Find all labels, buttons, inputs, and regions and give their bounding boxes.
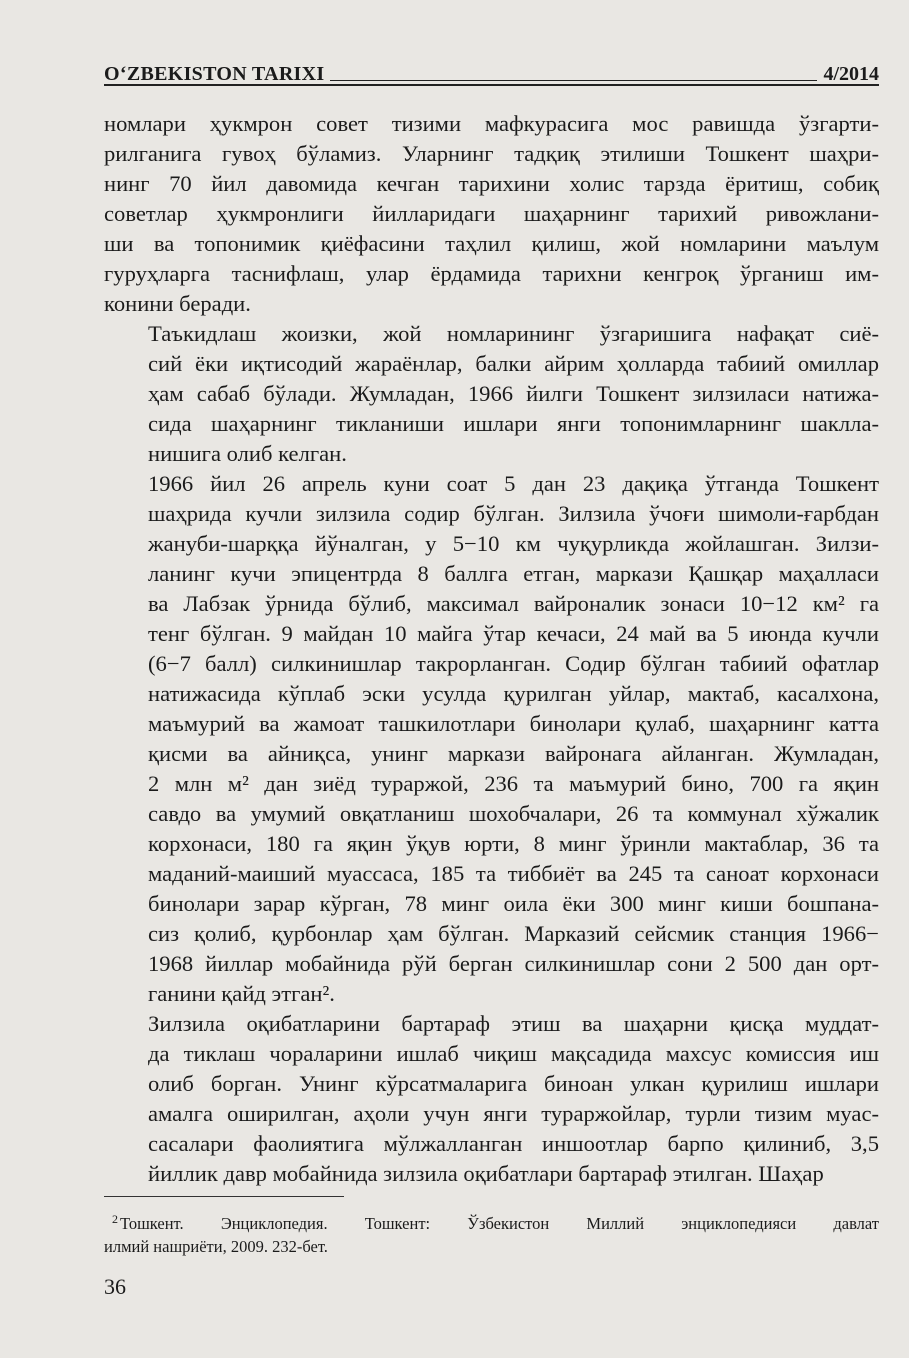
text-line: сиз қолиб, қурбонлар ҳам бўлган. Марказий сейсмик станция 1966−: [148, 921, 879, 946]
text-line: олиб борган. Унинг кўрсатмаларига биноан улкан қурилиш ишлари: [148, 1071, 879, 1096]
text-line: бинолари зарар кўрган, 78 минг оила ёки 300 минг киши бошпана-: [148, 891, 879, 916]
text-line: жануби-шарққа йўналган, у 5−10 км чуқурликда жойлашган. Зилзи-: [148, 531, 879, 556]
running-header: [104, 54, 879, 84]
text-line: ҳам сабаб бўлади. Жумладан, 1966 йилги Тошкент зилзиласи натижа-: [148, 381, 879, 406]
text-line: нишига олиб келган.: [148, 441, 347, 466]
text-line: ши ва топонимик қиёфасини таҳлил қилиш, жой номларини маълум: [104, 231, 879, 256]
footnote-text: илмий нашриёти, 2009. 232-бет.: [104, 1237, 328, 1256]
issue-number: 4/2014: [823, 63, 879, 85]
page-number: 36: [104, 1274, 126, 1299]
paragraph: [104, 319, 879, 469]
article-body: [104, 109, 879, 1189]
text-line: амалга оширилган, аҳоли учун янги тураржойлар, турли тизим муас-: [148, 1101, 879, 1126]
text-line: тенг бўлган. 9 майдан 10 майга ўтар кечаси, 24 май ва 5 июнда кучли: [148, 621, 879, 646]
text-line: 1968 йиллар мобайнида рўй берган силкинишлар сони 2 500 дан орт-: [148, 951, 879, 976]
text-line: советлар ҳукмронлиги йилларидаги шаҳарнинг тарихий ривожлани-: [104, 201, 879, 226]
paragraph: [104, 109, 879, 319]
text-line: 2 млн м² дан зиёд тураржой, 236 та маъмурий бино, 700 га яқин: [148, 771, 879, 796]
footnote-line: [104, 1235, 879, 1258]
paragraph: [104, 469, 879, 1009]
header-fill-rule: [330, 80, 817, 81]
text-line: савдо ва умумий овқатланиш шохобчалари, 26 та коммунал хўжалик: [148, 801, 879, 826]
header-divider: [104, 84, 879, 86]
text-line: ганини қайд этган².: [148, 981, 335, 1006]
text-line: ланинг кучи эпицентрда 8 баллга етган, маркази Қашқар маҳалласи: [148, 561, 879, 586]
text-line: конини беради.: [104, 291, 251, 316]
text-line: (6−7 балл) силкинишлар такрорланган. Содир бўлган табиий офатлар: [148, 651, 879, 676]
text-line: корхонаси, 180 га яқин ўқув юрти, 8 минг ўринли мактаблар, 36 та: [148, 831, 879, 856]
text-line: сида шаҳарнинг тикланиши ишлари янги топонимларнинг шаклла-: [148, 411, 879, 436]
text-line: рилганига гувоҳ бўламиз. Уларнинг тадқиқ этилиши Тошкент шаҳри-: [104, 141, 879, 166]
text-line: нинг 70 йил давомида кечган тарихини холис тарзда ёритиш, собиқ: [104, 171, 879, 196]
text-line: гуруҳларга таснифлаш, улар ёрдамида тарихни кенгроқ ўрганиш им-: [104, 261, 879, 286]
journal-title: O‘ZBEKISTON TARIXI: [104, 63, 325, 85]
paragraph: [104, 1009, 879, 1189]
text-line: қисми ва айниқса, унинг маркази вайронага айланган. Жумладан,: [148, 741, 879, 766]
text-line: маданий-маиший муассаса, 185 та тиббиёт ва 245 та саноат корхонаси: [148, 861, 879, 886]
text-line: сасалари фаолиятига мўлжалланган иншоотлар барпо қилиниб, 3,5: [148, 1131, 879, 1156]
text-line: ва Лабзак ўрнида бўлиб, максимал вайроналик зонаси 10−12 км² га: [148, 591, 879, 616]
text-line: йиллик давр мобайнида зилзила оқибатлари бартараф этилган. Шаҳар: [148, 1161, 824, 1186]
footnote-text: Тошкент. Энциклопедия. Тошкент: Ўзбекистон Миллий энциклопедияси давлат: [120, 1214, 879, 1233]
footnote-line: [104, 1212, 879, 1235]
footnote: [104, 1212, 879, 1258]
text-line: 1966 йил 26 апрель куни соат 5 дан 23 дақиқа ўтганда Тошкент: [148, 471, 879, 496]
text-line: натижасида кўплаб эски усулда қурилган уйлар, мактаб, касалхона,: [148, 681, 879, 706]
footnote-marker: 2: [112, 1212, 118, 1226]
text-line: сий ёки иқтисодий жараёнлар, балки айрим ҳолларда табиий омиллар: [148, 351, 879, 376]
text-line: шаҳрида кучли зилзила содир бўлган. Зилзила ўчоғи шимоли-ғарбдан: [148, 501, 879, 526]
text-line: номлари ҳукмрон совет тизими мафкурасига мос равишда ўзгарти-: [104, 111, 879, 136]
footnote-divider: [104, 1196, 344, 1197]
text-line: Зилзила оқибатларини бартараф этиш ва шаҳарни қисқа муддат-: [148, 1011, 879, 1036]
text-line: Таъкидлаш жоизки, жой номларининг ўзгаришига нафақат сиё-: [148, 321, 879, 346]
text-line: маъмурий ва жамоат ташкилотлари бинолари қулаб, шаҳарнинг катта: [148, 711, 879, 736]
text-line: да тиклаш чораларини ишлаб чиқиш мақсадида махсус комиссия иш: [148, 1041, 879, 1066]
